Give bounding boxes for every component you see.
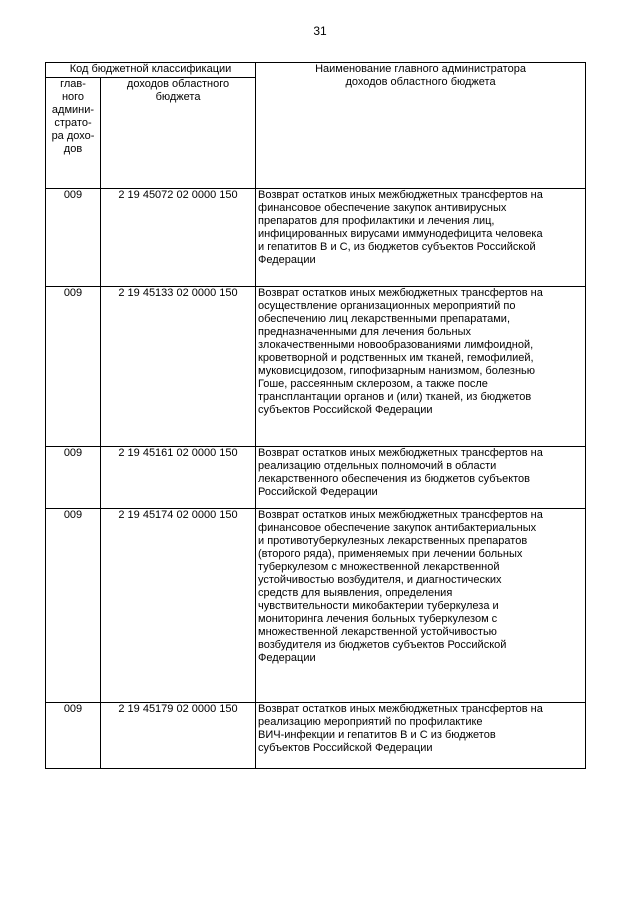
income-name-line: злокачественными новообразованиями лимфоидной,	[258, 339, 534, 351]
income-name-cell	[256, 703, 586, 769]
income-name-line: предназначенными для лечения больных	[258, 326, 472, 338]
chief-administrator-header-line: ра дохо-	[51, 130, 95, 142]
page-number: 31	[313, 24, 327, 38]
income-name-line: Возврат остатков иных межбюджетных трансфертов на	[258, 189, 543, 201]
chief-administrator-header-line: глав-	[60, 78, 86, 90]
income-name-line: реализацию мероприятий по профилактике	[258, 716, 483, 728]
income-name-line: ВИЧ-инфекции и гепатитов В и С из бюджетов	[258, 729, 496, 741]
regional-budget-income-header	[101, 78, 256, 189]
income-code-cell: 2 19 45072 02 0000 150	[101, 189, 256, 287]
chief-administrator-header	[46, 78, 101, 189]
income-name-line: Возврат остатков иных межбюджетных трансфертов на	[258, 447, 543, 459]
income-name-line: финансовое обеспечение закупок антивирусных	[258, 202, 507, 214]
income-name-line: обеспечению лиц лекарственными препаратами,	[258, 313, 511, 325]
table-row	[46, 703, 586, 769]
income-name-line: кроветворной и родственных им тканей, гемофилией,	[258, 352, 534, 364]
chief-administrator-header-line: дов	[63, 143, 83, 155]
chief-administrator-header-line: ного	[61, 91, 85, 103]
income-name-line: Возврат остатков иных межбюджетных трансфертов на	[258, 509, 543, 521]
income-code-cell: 2 19 45161 02 0000 150	[101, 447, 256, 509]
income-name-line: возбудителя из бюджетов субъектов Российской	[258, 639, 507, 651]
income-name-line: препаратов для профилактики и лечения лиц,	[258, 215, 495, 227]
income-name-line: (второго ряда), применяемых при лечении больных	[258, 548, 523, 560]
income-name-line: и противотуберкулезных лекарственных препаратов	[258, 535, 528, 547]
income-code-cell: 2 19 45179 02 0000 150	[101, 703, 256, 769]
budget-classification-table	[45, 62, 586, 769]
income-name-line: Гоше, рассеянным склерозом, а также после	[258, 378, 488, 390]
income-name-line: Федерации	[258, 652, 316, 664]
table-header-group-row	[46, 63, 586, 78]
administrator-name-header-line: Наименование главного администратора	[315, 63, 526, 75]
income-name-line: субъектов Российской Федерации	[258, 404, 433, 416]
income-name-cell	[256, 189, 586, 287]
administrator-name-header-line: доходов областного бюджета	[345, 76, 496, 88]
regional-budget-income-header-line: бюджета	[155, 91, 201, 103]
chief-administrator-header-line: админи-	[51, 104, 95, 116]
table-row	[46, 287, 586, 447]
income-name-line: Возврат остатков иных межбюджетных трансфертов на	[258, 287, 543, 299]
admin-code-cell: 009	[46, 447, 101, 509]
income-name-line: субъектов Российской Федерации	[258, 742, 433, 754]
table-row	[46, 447, 586, 509]
income-name-line: реализацию отдельных полномочий в области	[258, 460, 497, 472]
income-name-line: и гепатитов В и С, из бюджетов субъектов Российской	[258, 241, 536, 253]
income-name-line: Российской Федерации	[258, 486, 378, 498]
income-name-line: трансплантации органов и (или) тканей, из бюджетов	[258, 391, 532, 403]
admin-code-cell: 009	[46, 287, 101, 447]
income-name-line: финансовое обеспечение закупок антибактериальных	[258, 522, 537, 534]
income-name-cell	[256, 447, 586, 509]
table-row	[46, 509, 586, 703]
table-row	[46, 189, 586, 287]
income-name-line: лекарственного обеспечения из бюджетов субъектов	[258, 473, 531, 485]
income-name-line: Возврат остатков иных межбюджетных трансфертов на	[258, 703, 543, 715]
income-name-line: туберкулезом с множественной лекарственной	[258, 561, 500, 573]
chief-administrator-header-line: страто-	[54, 117, 92, 129]
income-name-line: устойчивостью возбудителя, и диагностических	[258, 574, 502, 586]
income-name-line: осуществление организационных мероприятий по	[258, 300, 516, 312]
income-name-line: Федерации	[258, 254, 316, 266]
income-name-line: чувствительности микобактерии туберкулеза и	[258, 600, 499, 612]
income-name-line: инфицированных вирусами иммунодефицита человека	[258, 228, 543, 240]
income-code-cell: 2 19 45174 02 0000 150	[101, 509, 256, 703]
income-code-cell: 2 19 45133 02 0000 150	[101, 287, 256, 447]
income-name-line: средств для выявления, определения	[258, 587, 453, 599]
income-name-cell	[256, 287, 586, 447]
income-name-line: мониторинга лечения больных туберкулезом с	[258, 613, 498, 625]
income-name-cell	[256, 509, 586, 703]
income-name-line: множественной лекарственной устойчивостью	[258, 626, 497, 638]
income-name-line: муковисцидозом, гипофизарным нанизмом, болезнью	[258, 365, 535, 377]
admin-code-cell: 009	[46, 703, 101, 769]
budget-classification-code-header: Код бюджетной классификации	[46, 63, 256, 78]
admin-code-cell: 009	[46, 189, 101, 287]
regional-budget-income-header-line: доходов областного	[126, 78, 230, 90]
admin-code-cell: 009	[46, 509, 101, 703]
administrator-name-header	[256, 63, 586, 189]
